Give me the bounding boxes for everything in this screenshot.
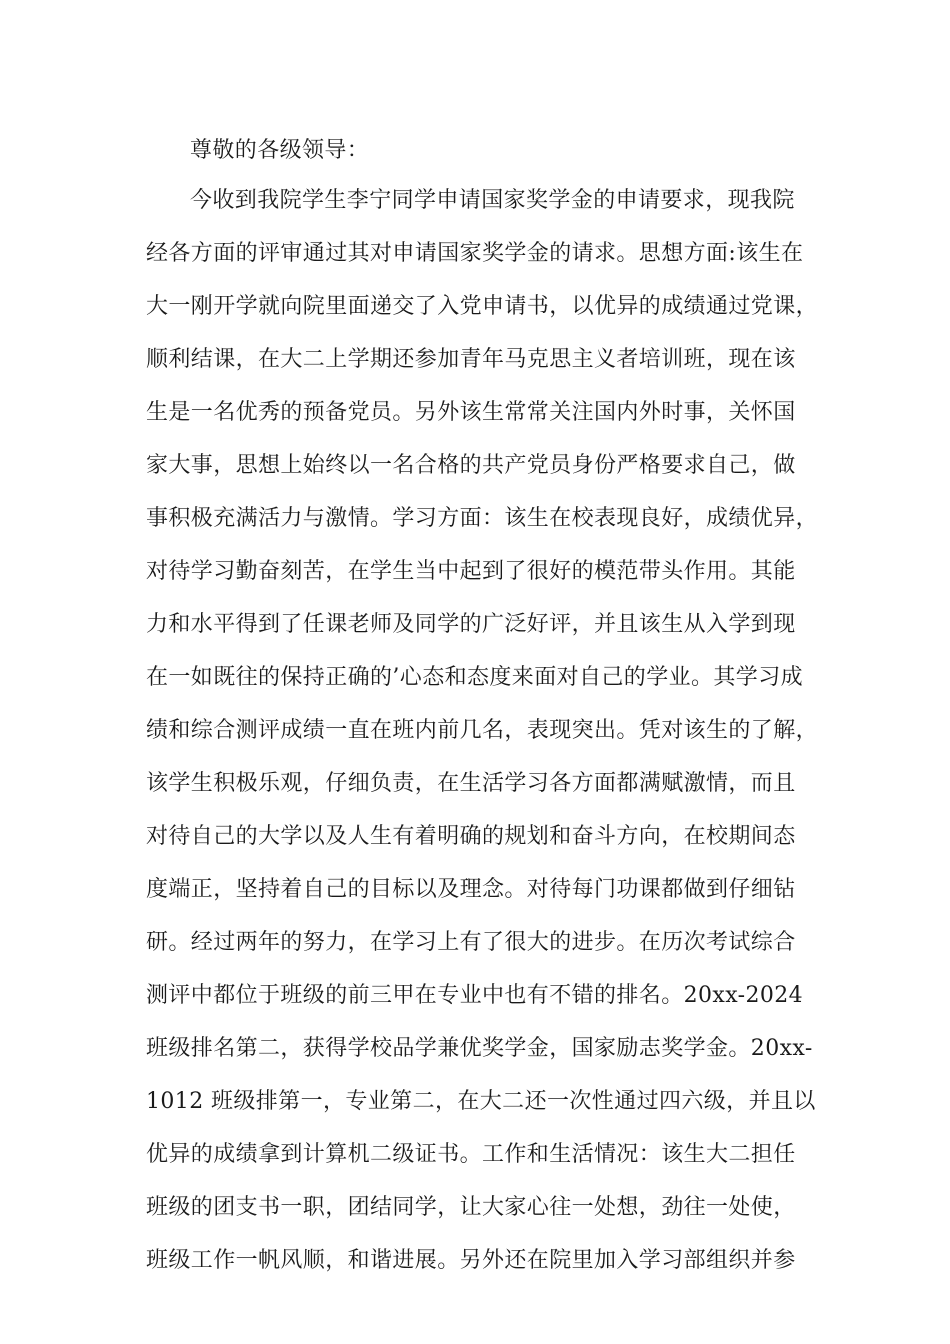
paragraph-line-6: 家大事，思想上始终以一名合格的共产党员身份严格要求自己，做 bbox=[146, 453, 796, 478]
paragraph-line-2: 经各方面的评审通过其对申请国家奖学金的请求。思想方面:该生在 bbox=[146, 241, 804, 266]
paragraph-line-1: 今收到我院学生李宁同学申请国家奖学金的申请要求，现我院 bbox=[190, 188, 795, 213]
paragraph-line-18: 1012 班级排第一，专业第二，在大二还一次性通过四六级，并且以 bbox=[146, 1089, 816, 1114]
paragraph-line-10: 在一如既往的保持正确的’心态和态度来面对自己的学业。其学习成 bbox=[146, 665, 803, 690]
paragraph-line-3: 大一刚开学就向院里面递交了入党申请书，以优异的成绩通过党课， bbox=[146, 294, 819, 319]
paragraph-line-9: 力和水平得到了任课老师及同学的广泛好评，并且该生从入学到现 bbox=[146, 612, 796, 637]
paragraph-line-4: 顺利结课，在大二上学期还参加青年马克思主义者培训班，现在该 bbox=[146, 347, 796, 372]
paragraph-line-13: 对待自己的大学以及人生有着明确的规划和奋斗方向，在校期间态 bbox=[146, 824, 796, 849]
paragraph-line-15: 研。经过两年的努力，在学习上有了很大的进步。在历次考试综合 bbox=[146, 930, 796, 955]
paragraph-line-7: 事积极充满活力与激情。学习方面：该生在校表现良好，成绩优异， bbox=[146, 506, 819, 531]
paragraph-line-21: 班级工作一帆风顺，和谐进展。另外还在院里加入学习部组织并参 bbox=[146, 1248, 796, 1273]
paragraph-line-11: 绩和综合测评成绩一直在班内前几名，表现突出。凭对该生的了解， bbox=[146, 718, 819, 743]
paragraph-line-12: 该学生积极乐观，仔细负责，在生活学习各方面都满赋激情，而且 bbox=[146, 771, 796, 796]
salutation: 尊敬的各级领导： bbox=[190, 138, 370, 163]
paragraph-line-19: 优异的成绩拿到计算机二级证书。工作和生活情况：该生大二担任 bbox=[146, 1142, 796, 1167]
paragraph-line-16: 测评中都位于班级的前三甲在专业中也有不错的排名。20xx-2024 bbox=[146, 983, 804, 1008]
paragraph-line-14: 度端正，坚持着自己的目标以及理念。对待每门功课都做到仔细钻 bbox=[146, 877, 796, 902]
paragraph-line-20: 班级的团支书一职，团结同学，让大家心往一处想，劲往一处使， bbox=[146, 1195, 796, 1220]
paragraph-line-5: 生是一名优秀的预备党员。另外该生常常关注国内外时事，关怀国 bbox=[146, 400, 796, 425]
paragraph-line-8: 对待学习勤奋刻苦，在学生当中起到了很好的模范带头作用。其能 bbox=[146, 559, 796, 584]
paragraph-line-17: 班级排名第二，获得学校品学兼优奖学金，国家励志奖学金。20xx- bbox=[146, 1036, 813, 1061]
